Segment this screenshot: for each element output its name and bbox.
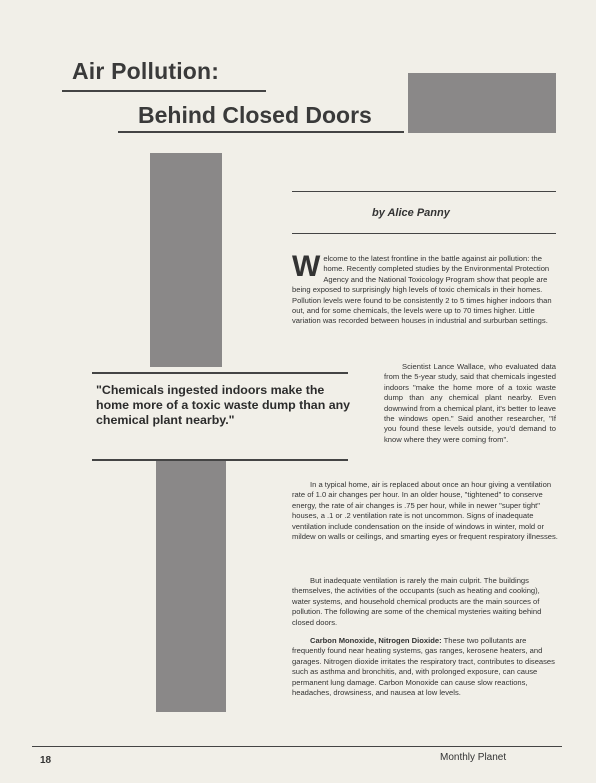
carbon-monoxide-text: These two pollutants are frequently found near heating systems, gas ranges, kerosene heaters, and garages. Nitrogen dioxide irritates the respiratory tract, contributes to diseases such as asthma and bronchitis, and, with prolonged exposure, can cause permanent lung damage. Carbon Monoxide can cause slow reactions, headaches, drowsiness, and nausea at low levels. bbox=[292, 636, 555, 698]
drop-cap: W bbox=[292, 250, 321, 283]
intro-text: elcome to the latest frontline in the battle against air pollution: the home. Recently completed studies by the Environmental Protection Agency and the National Toxicology Program show that people are being exposed to surprisingly high levels of toxic chemicals in their homes. Pollution levels were found to be consistently 2 to 5 times higher indoors than out, and for some chemicals, the levels were up to 70 times higher. Little variation was recorded between houses in industrial and surburban settings. bbox=[292, 254, 552, 326]
footer-rule bbox=[32, 746, 562, 747]
page-number: 18 bbox=[40, 755, 52, 766]
ventilation-paragraph: In a typical home, air is replaced about once an hour giving a ventilation rate of 1.0 air changes per hour. In an older house, "tightened" to conserve energy, the rate of air changes is .75 per hour, while in newer "super tight" houses, a .1 or .2 ventilation rate is not uncommon. Signs of inadequate ventilation include condensation on the inside of windows in winter, mold or mildew on walls or ceilings, and smarting eyes or frequent respiratory illnesses. bbox=[292, 480, 558, 542]
pull-quote-rule-bottom bbox=[92, 459, 348, 461]
carbon-monoxide-paragraph bbox=[292, 636, 558, 698]
byline-rule-top bbox=[292, 191, 556, 192]
culprit-paragraph: But inadequate ventilation is rarely the main culprit. The buildings themselves, the activities of the occupants (such as heating and cooking), water systems, and household chemical products are the main sources of pollution. The following are some of the chemical mysteries waiting behind closed doors. bbox=[292, 576, 542, 627]
pull-quote-rule-top bbox=[92, 372, 348, 374]
title-line-2: Behind Closed Doors bbox=[138, 102, 372, 128]
title-line-1: Air Pollution: bbox=[72, 58, 220, 84]
intro-paragraph bbox=[292, 250, 562, 327]
byline: by Alice Panny bbox=[372, 207, 450, 219]
title-rule-2 bbox=[118, 131, 404, 133]
header-gray-block bbox=[408, 73, 556, 133]
carbon-monoxide-heading: Carbon Monoxide, Nitrogen Dioxide: bbox=[310, 636, 442, 645]
title-rule-1 bbox=[62, 90, 266, 92]
publication-name: Monthly Planet bbox=[440, 752, 507, 763]
byline-rule-bottom bbox=[292, 233, 556, 234]
scientist-paragraph: Scientist Lance Wallace, who evaluated data from the 5-year study, said that chemicals ingested indoors "make the home more of a toxic waste dump than any chemical plant nearby. Even downwind from a chemical plant, it's better to leave the windows open." Said another researcher, "If you found these levels outside, you'd demand to know where they were coming from". bbox=[384, 362, 556, 444]
pull-quote: "Chemicals ingested indoors make the home more of a toxic waste dump than any chemical plant nearby." bbox=[96, 383, 351, 428]
left-gray-bar-bottom bbox=[156, 460, 226, 712]
left-gray-bar-top bbox=[150, 153, 222, 367]
